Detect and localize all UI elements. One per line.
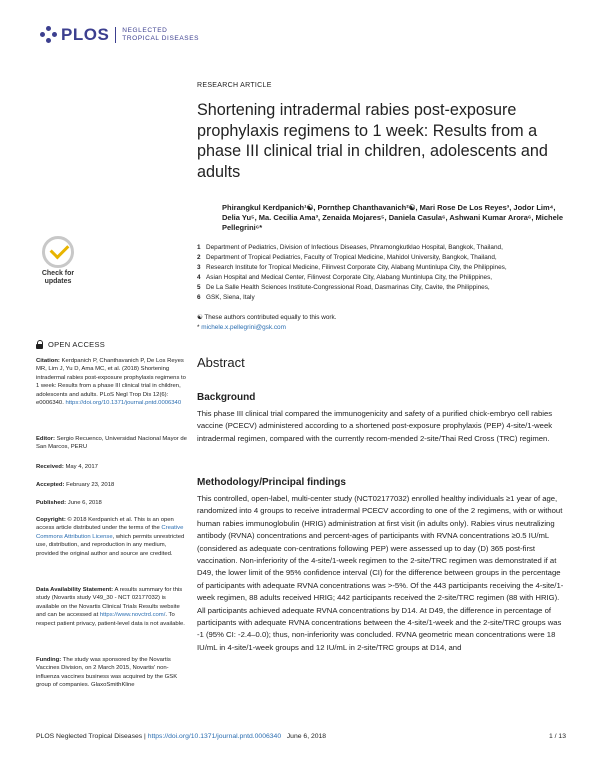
footer-date: June 6, 2018: [286, 733, 327, 740]
affiliation-item: 6 GSK, Siena, Italy: [197, 294, 255, 301]
plos-logo-icon: [40, 26, 58, 44]
abstract-heading: Abstract: [197, 355, 245, 370]
check-updates-label: Check for updates: [41, 270, 75, 285]
article-title: Shortening intradermal rabies post-exposure prophylaxis regimens to 1 week: Results from a phase III clinical trial in children, adolescents and adults: [197, 101, 548, 181]
license-link[interactable]: Creative Commons Attribution License: [36, 525, 184, 540]
methodology-text: This controlled, open-label, multi-center study (NCT02177032) enrolled healthy individuals ≥1 year of age, randomized into 4 groups to receive intradermal PCECV according to one of the 2 regimens, with or without human rabies immunoglobulin (HRIG) administration at first visit (in adults only). Rabies virus neutralizing antibody (RVNA) concentrations and percent-ages of participants with RVNA concentrations ≥0.5 IU/mL (considered as adequate con-centrations following PEP) were assessed up to day (D) 365 post-first vaccination. Non-inferiority of the 4-site/1-week regimen to the 2-site/TRC regimen was demonstrated if at D49, the lower limit of the 95% confidence interval (CI) for the difference between groups in the percentage of participants with adequate RVNA concentrations was >-5%. Of the 443 participants receiving the 4-site/1-week regimen, 88 adults received HRIG; 442 participants received the 2-site/TRC regimen (88 with HRIG). All participants achieved adequate RVNA concentrations by D14. At D49, the difference in percentage of participants with adequate RVNA concentrations between the 4-site/1-week and the 2-site/TRC groups was -1 (95% CI: -2.4–0.0); thus, non-inferiority was concluded. RVNA geometric mean concentrations were 18 IU/mL in 4-site/1-week groups and 12 IU/mL in 2-site/TRC groups at D14, and: [197, 494, 564, 652]
methodology-heading: Methodology/Principal findings: [197, 477, 346, 488]
received-block: Received: May 4, 2017: [36, 464, 98, 470]
article-type: RESEARCH ARTICLE: [197, 82, 272, 89]
author-list: Phirangkul Kerdpanich¹☯, Pornthep Chanthavanich²☯, Mari Rose De Los Reyes³, Jodor Lim⁴, Delia Yu⁵, Ma. Cecilia Ama³, Zenaida Mojares⁵, Daniela Casula⁶, Ashwani Kumar Arora⁶, Michele Pellegrini⁶*: [222, 203, 564, 233]
check-updates-icon: [42, 236, 74, 268]
check-for-updates-badge[interactable]: [36, 236, 80, 294]
published-block: Published: June 6, 2018: [36, 500, 102, 506]
affiliations: [197, 243, 572, 303]
correspondence-note: * michele.x.pellegrini@gsk.com: [197, 323, 286, 331]
logo-subtitle: NEGLECTED TROPICAL DISEASES: [115, 27, 199, 43]
editor-block: Editor: Sergio Recuenco, Universidad Nacional Mayor de San Marcos, PERU: [36, 436, 187, 451]
affiliation-item: 5 De La Salle Health Sciences Institute-Congressional Road, Dasmarinas City, Cavite, the Philippines,: [197, 284, 490, 291]
journal-logo[interactable]: [40, 25, 199, 45]
background-heading: Background: [197, 392, 256, 403]
citation-doi-link[interactable]: https://doi.org/10.1371/journal.pntd.0006340: [65, 400, 182, 407]
affiliation-item: 1 Department of Pediatrics, Division of Infectious Diseases, Phramongkutklao Hospital, Bangkok, Thailand,: [197, 244, 503, 251]
background-text: This phase III clinical trial compared the immunogenicity and safety of a purified chick-embryo cell rabies vaccine (PCECV) administered according to a shortened post-exposure prophylaxis (PEP) 4-site/1-week intradermal regimen, compared with the currently recom-mended 2-site/Thai Red Cross (TRC) regimen.: [197, 409, 553, 443]
accepted-block: Accepted: February 23, 2018: [36, 482, 115, 488]
page-number: 1 / 13: [548, 733, 566, 740]
funding-block: Funding: The study was sponsored by the Novartis Vaccines Division, on 2 March 2015, Novartis' non-influenza vaccines business was acquired by the GSK group of companies. GlaxoSmithKline: [36, 657, 178, 689]
author-notes: [197, 313, 567, 332]
email-link[interactable]: michele.x.pellegrini@gsk.com: [201, 323, 286, 331]
logo-wordmark: PLOS: [61, 25, 110, 44]
footer-citation: PLOS Neglected Tropical Diseases | https://doi.org/10.1371/journal.pntd.0006340 June 6, 2018: [36, 733, 327, 740]
footer-doi-link[interactable]: https://doi.org/10.1371/journal.pntd.0006340: [147, 733, 282, 740]
open-lock-icon: [36, 340, 43, 349]
open-access-label: OPEN ACCESS: [36, 340, 105, 349]
affiliation-item: 4 Asian Hospital and Medical Center, Filinvest Corporate City, Alabang Muntinlupa City, the Philippines,: [197, 274, 493, 281]
novctrd-link[interactable]: https://www.novctrd.com/: [99, 612, 166, 619]
affiliation-item: 3 Research Institute for Tropical Medicine, Filinvest Corporate City, Alabang Muntinlupa City, the Philippines,: [197, 264, 507, 271]
citation-block: Citation: Kerdpanich P, Chanthavanich P, De Los Reyes MR, Lim J, Yu D, Ama MC, et al. (2018) Shortening intradermal rabies post-exposure prophylaxis regimens to 1 week: Results from a phase III clinical trial in children, adolescents and adults. PLoS Negl Trop Dis 12(6): e0006340. https://doi.org/10.1371/journal.pntd.0006340: [36, 358, 186, 407]
equal-contribution-note: ☯ These authors contributed equally to this work.: [197, 314, 337, 321]
data-availability-block: Data Availability Statement: A results summary for this study (Novartis study V49_30 - NCT 02177032) is available on the Novartis Clinical Trials Results website and can be accessed at https://www.novctrd.com/. To respect patient privacy, patient-level data is not available.: [36, 587, 185, 627]
affiliation-item: 2 Department of Tropical Pediatrics, Faculty of Tropical Medicine, Mahidol University, Bangkok, Thailand,: [197, 254, 497, 261]
copyright-block: Copyright: © 2018 Kerdpanich et al. This is an open access article distributed under the terms of the Creative Commons Attribution License, which permits unrestricted use, distribution, and reproduction in any medium, provided the original author and source are credited.: [36, 517, 185, 557]
